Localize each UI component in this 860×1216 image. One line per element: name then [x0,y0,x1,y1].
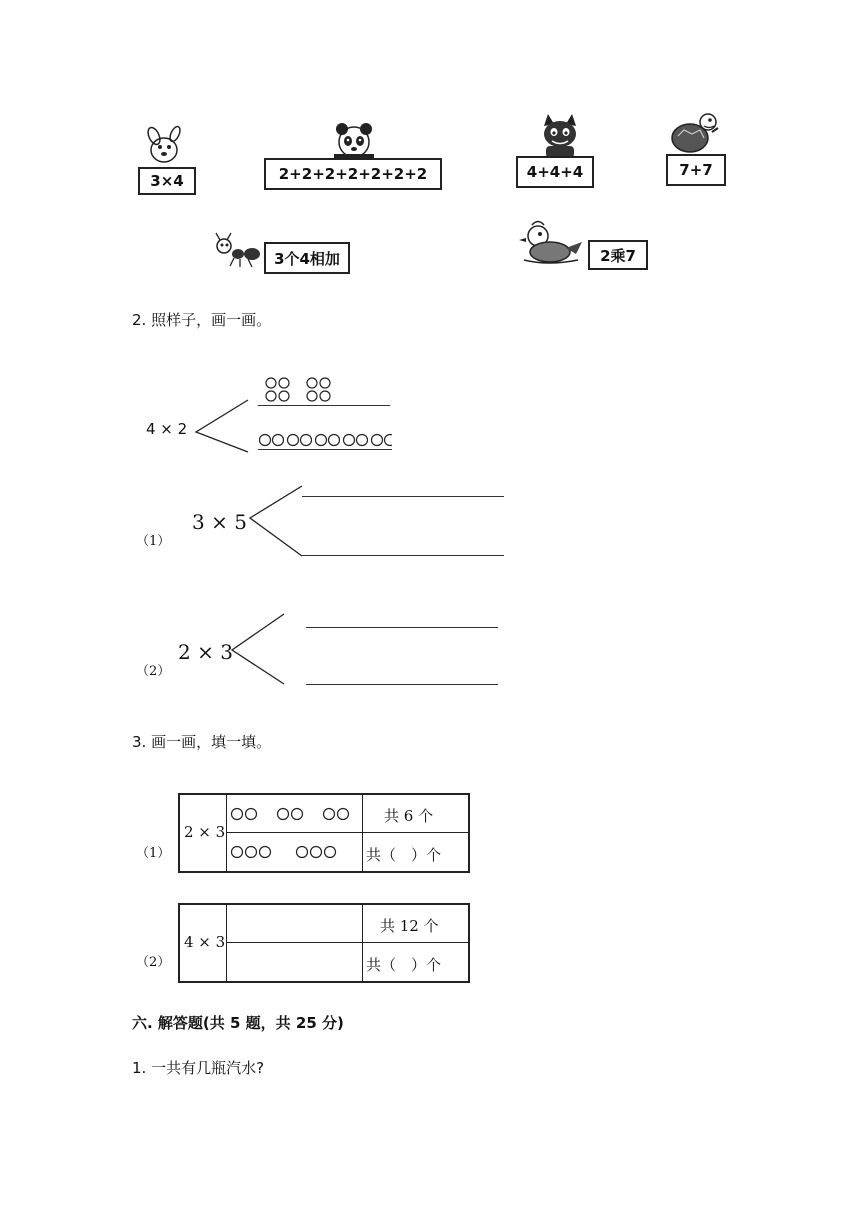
q2-item2-expr: 2 × 3 [178,640,233,664]
q2-item1-answer-line-top[interactable] [302,496,504,497]
q3-row2-top-total: 共 12 个 [380,917,439,935]
q3-row2-draw-area-top[interactable] [228,907,360,941]
q2-item2-branch [230,612,286,686]
card-turtle: 7+7 [666,154,726,186]
ant-icon [212,232,262,268]
bird-icon [518,220,584,268]
example-top-line [258,405,390,406]
q3-row1-top-circles [230,807,360,821]
card-cat: 4+4+4 [516,156,594,188]
example-bottom-line [258,449,392,450]
card-dog: 3×4 [138,167,196,195]
q3-row1-bottom-circles [230,845,360,859]
q3-row1-label: （1） [136,846,171,861]
section6-q1: 1. 一共有几瓶汽水? [132,1059,265,1077]
card-bird: 2乘7 [588,240,648,270]
q3-row2-draw-area-bottom[interactable] [228,945,360,979]
q3-row2-table [178,903,470,983]
q2-item2-label: （2） [136,664,171,679]
q3-row2-bottom-total[interactable]: 共（ ）个 [366,956,442,974]
dog-icon [142,124,188,166]
example-branch [194,398,250,454]
q2-item1-answer-line-bottom[interactable] [302,555,504,556]
q3-title: 3. 画一画，填一填。 [132,733,272,751]
q3-row1-bottom-total[interactable]: 共（ ）个 [366,846,442,864]
panda-icon [330,120,378,160]
q3-row1-top-total: 共 6 个 [384,807,434,825]
example-expr: 4 × 2 [146,420,188,438]
q3-row2-expr: 4 × 3 [184,933,226,951]
example-top-circles [262,376,332,406]
card-ant: 3个4相加 [264,242,350,274]
card-panda: 2+2+2+2+2+2+2 [264,158,442,190]
cat-icon [536,112,584,158]
q3-row2-label: （2） [136,955,171,970]
q2-item2-answer-line-bottom[interactable] [306,684,498,685]
q2-item1-branch [248,484,304,558]
q2-item2-answer-line-top[interactable] [306,627,498,628]
section6-title: 六. 解答题(共 5 题，共 25 分) [132,1014,344,1032]
q3-row1-table [178,793,470,873]
q2-item1-label: （1） [136,534,171,549]
q2-item1-expr: 3 × 5 [192,510,247,534]
turtle-icon [668,108,722,156]
q3-row1-expr: 2 × 3 [184,823,226,841]
q2-title: 2. 照样子，画一画。 [132,311,272,329]
